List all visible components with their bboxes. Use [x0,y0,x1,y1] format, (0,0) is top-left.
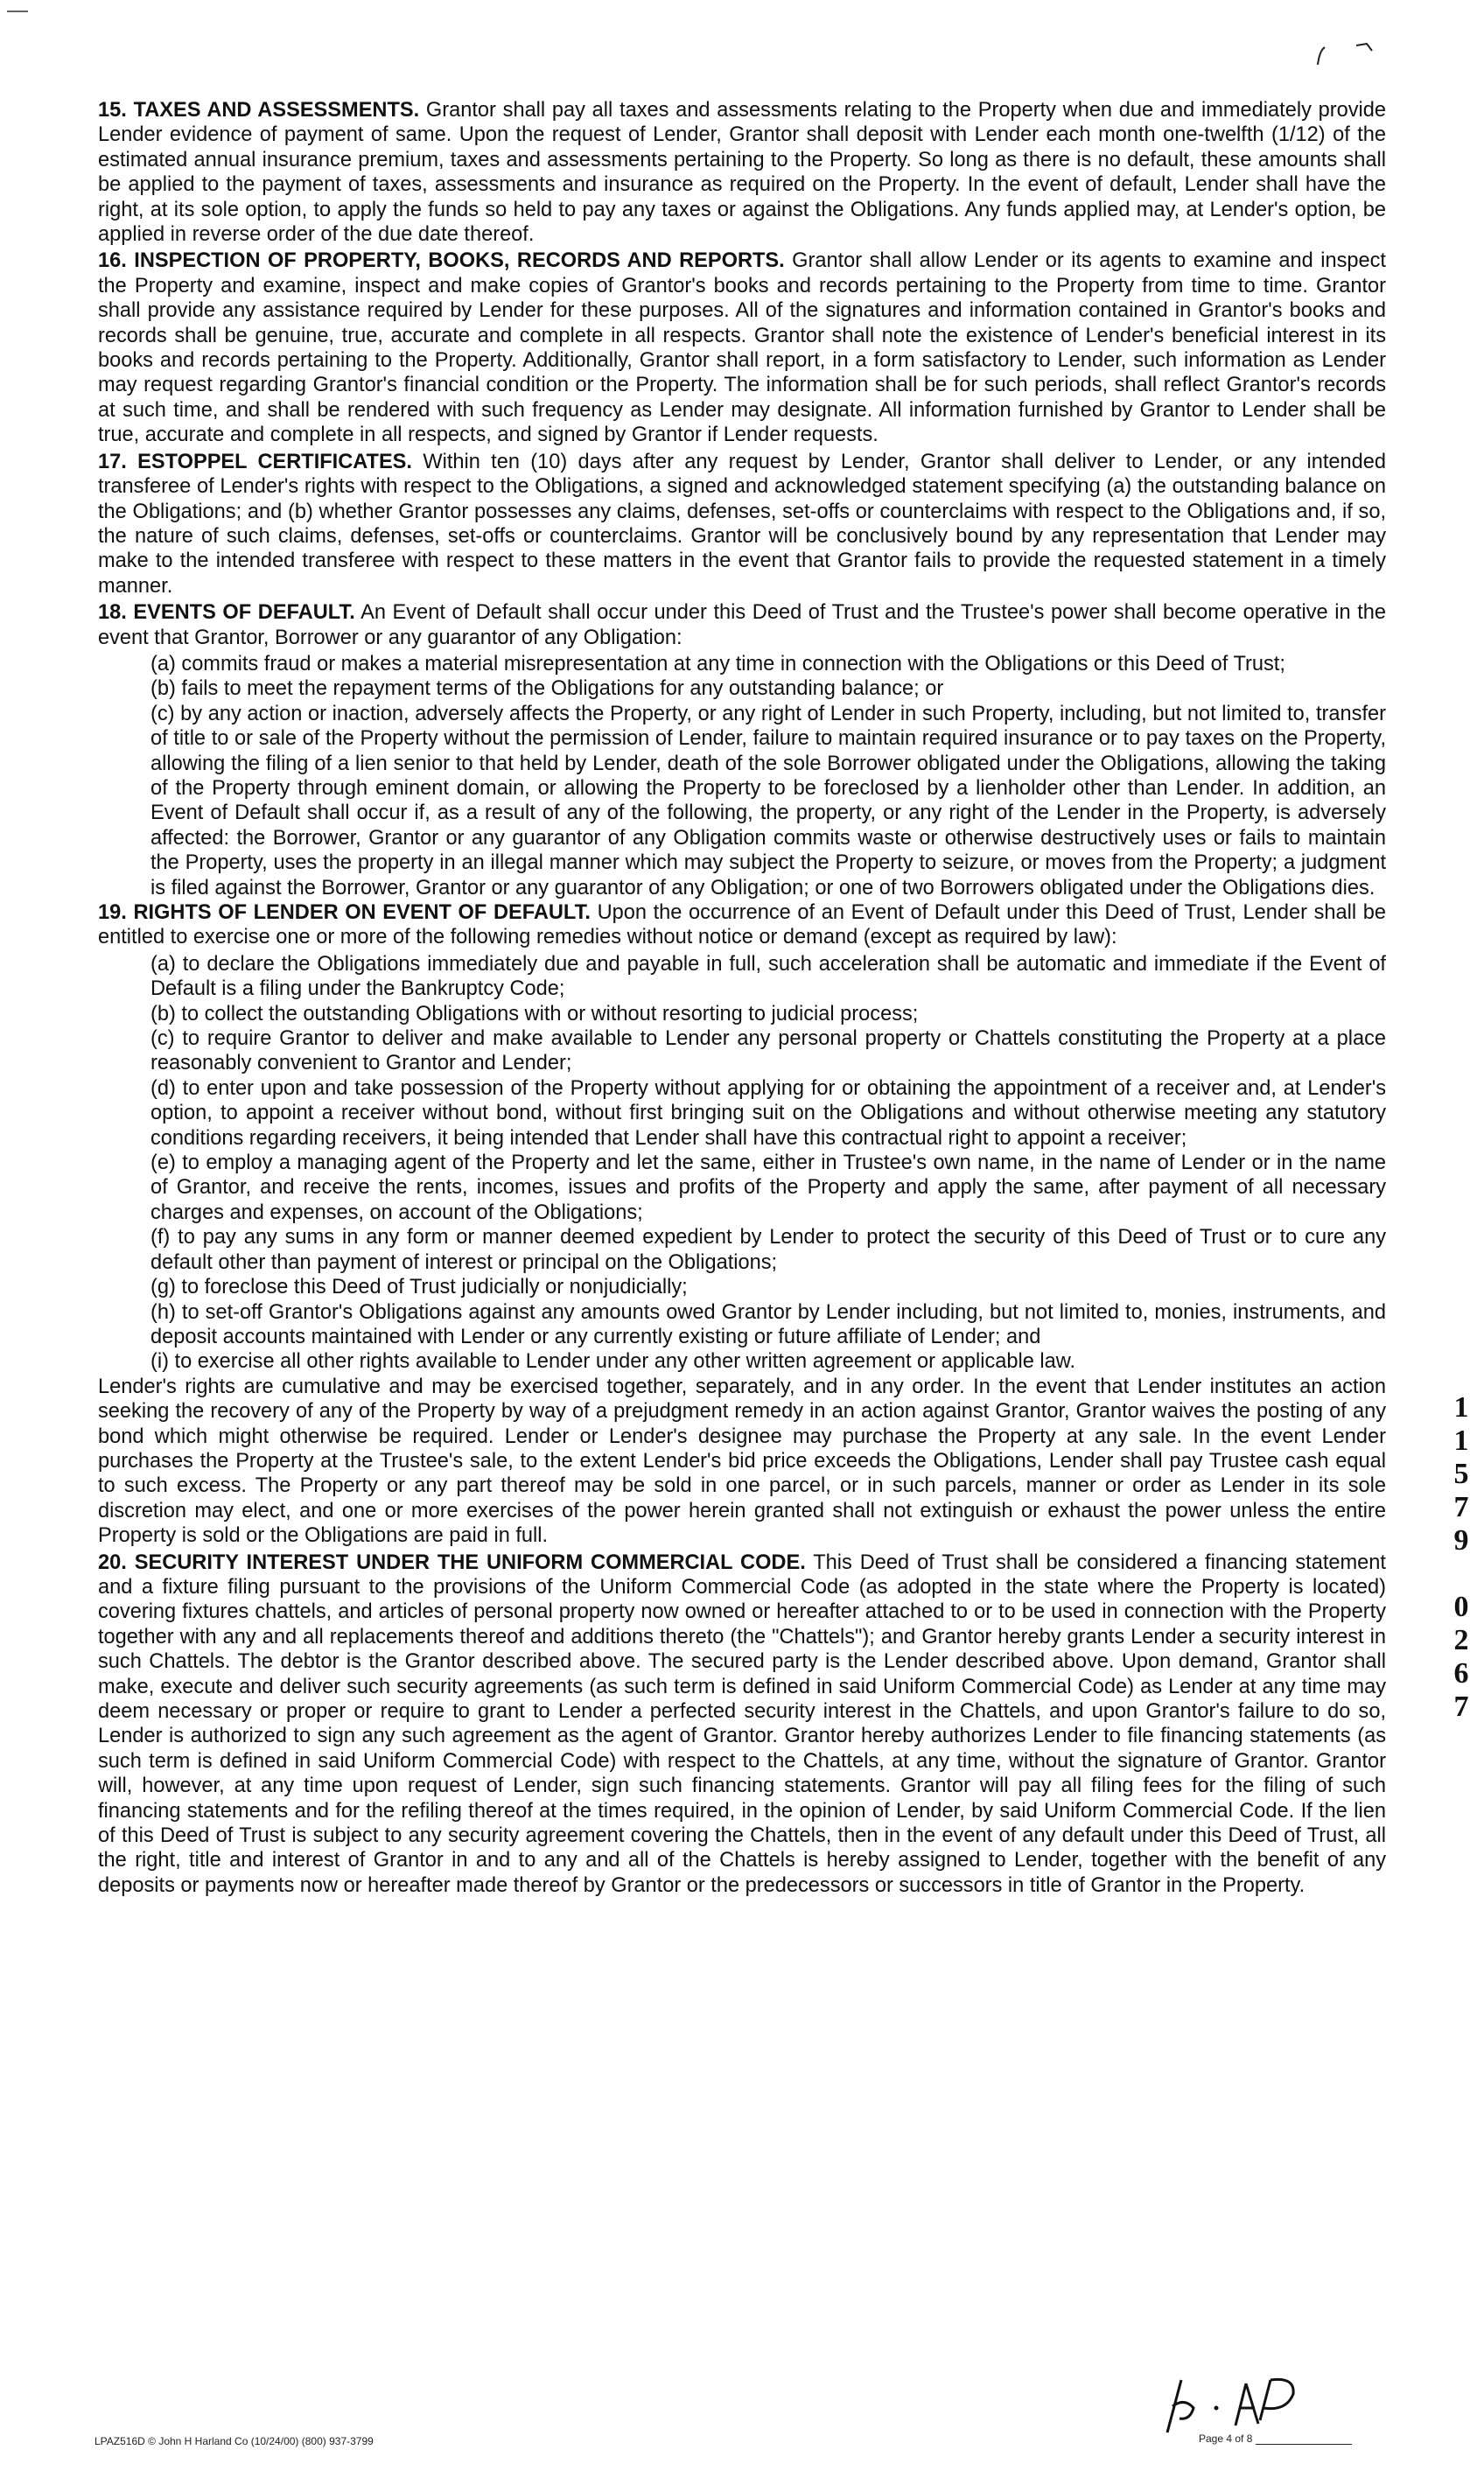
section-20-body: This Deed of Trust shall be considered a financing statement and a fixture filing pursuant to the provisions of the Uniform Commercial Code (as adopted in the state where the Property is located) covering fixtures chattels, and articles of personal property now owned or hereafter attached to or to be used in connection with the Property together with any and all replacements thereof and additions thereto (the "Chattels"); and Grantor hereby grants Lender a security interest in such Chattels. The debtor is the Grantor described above. The secured party is the Lender described above. Upon demand, Grantor shall make, execute and deliver such security agreements (as such term is defined in said Uniform Commercial Code) as Lender at any time may deem necessary or proper or require to grant to Lender a perfected security interest in the Chattels, and upon Grantor's failure to do so, Lender is authorized to sign any such agreement as the agent of Grantor. Grantor hereby authorizes Lender to file financing statements (as such term is defined in said Uniform Commercial Code) with respect to the Chattels, at any time, without the signature of Grantor. Grantor will, however, at any time upon request of Lender, sign such financing statements. Grantor will pay all filing fees for the filing of such financing statements and for the refiling thereof at the times required, in the opinion of Lender, by said Uniform Commercial Code. If the lien of this Deed of Trust is subject to any security agreement covering the Chattels, then in the event of any default under this Deed of Trust, all the right, title and interest of Grantor in and to any and all of the Chattels is hereby assigned to Lender, together with the benefit of any deposits or payments now or hereafter made thereof by Grantor or the predecessors or successors in title of Grantor in the Property. [98,1550,1386,1897]
section-19-item-f: (f) to pay any sums in any form or manner deemed expedient by Lender to protect the security of this Deed of Trust or to cure any default other than payment of interest or principal on the Obligations; [150,1226,1386,1274]
section-19-closing: Lender's rights are cumulative and may be exercised together, separately, and in any order. In the event that Lender institutes an action seeking the recovery of any of the Property by way of a prejudgment remedy in an action against Grantor, Grantor waives the posting of any bond which might otherwise be required. Lender or Lender's designee may purchase the Property at any sale. In the event Lender purchases the Property at the Trustee's sale, to the extent Lender's bid price exceeds the Obligations, Lender shall pay Trustee cash equal to such excess. The Property or any part thereof may be sold in one parcel, or in such parcels, manner or order as Lender in its sole discretion may elect, and one or more exercises of the power herein granted shall not extinguish or exhaust the power unless the entire Property is sold or the Obligations are paid in full. [98,1375,1386,1548]
section-18-number: 18. [98,601,127,625]
stamp-digit: 9 [1453,1524,1469,1557]
stamp-digit: 7 [1453,1690,1469,1723]
section-20-number: 20. [98,1550,127,1574]
section-20 [98,1550,1386,1899]
section-18-item-a: (a) commits fraud or makes a material misrepresentation at any time in connection with the Obligations or this Deed of Trust; [150,652,1285,676]
section-18 [98,600,1386,650]
section-15-number: 15. [98,99,127,122]
section-19-item-a: (a) to declare the Obligations immediately due and payable in full, such acceleration shall be automatic and immediate if the Event of Default is a filing under the Bankruptcy Code; [150,952,1386,1001]
top-dash-mark-icon [5,7,32,16]
stamp-digit: 5 [1453,1458,1469,1490]
section-19 [98,900,1386,950]
stamp-digit: 1 [1453,1424,1469,1457]
stamp-digit: 7 [1453,1491,1469,1523]
stamp-digit: 1 [1453,1391,1469,1424]
section-19-item-c: (c) to require Grantor to deliver and make available to Lender any personal property or Chattels constituting the Property at a place reasonably convenient to Grantor and Lender; [150,1027,1386,1075]
initials-line [1256,2444,1352,2445]
section-15-title: TAXES AND ASSESSMENTS. [133,99,420,122]
form-id-footer: LPAZ516D © John H Harland Co (10/24/00) (800) 937-3799 [94,2435,374,2447]
section-18-title: EVENTS OF DEFAULT. [133,601,355,625]
stamp-gap [1446,1558,1477,1591]
section-16-title: INSPECTION OF PROPERTY, BOOKS, RECORDS AND REPORTS. [134,249,785,273]
section-19-item-i: (i) to exercise all other rights available to Lender under any other written agreement or applicable law. [150,1350,1076,1374]
section-18-item-c: (c) by any action or inaction, adversely affects the Property, or any right of Lender in such Property, including, but not limited to, transfer of title to or sale of the Property without the permission of Lender, failure to maintain required insurance or to pay taxes on the Property, allowing the filing of a lien senior to that held by Lender, death of the sole Borrower obligated under the Obligations, allowing the taking of the Property through eminent domain, or allowing the Property to be foreclosed by a lienholder other than Lender. In addition, an Event of Default shall occur if, as a result of any of the following, the property, or any right of the Lender in the Property, is adversely affected: the Borrower, Grantor or any guarantor of any Obligation commits waste or otherwise destructively uses or fails to maintain the Property, uses the property in an illegal manner which may subject the Property to seizure, or moves from the Property; a judgment is filed against the Borrower, Grantor or any guarantor of any Obligation; or one of two Borrowers obligated under the Obligations dies. [150,702,1386,900]
section-19-title: RIGHTS OF LENDER ON EVENT OF DEFAULT. [133,901,591,924]
recording-number-stamp [1446,1391,1477,1724]
section-16-number: 16. [98,249,127,273]
section-17-number: 17. [98,450,127,473]
section-19-item-e: (e) to employ a managing agent of the Property and let the same, either in Trustee's own name, in the name of Lender or in the name of Grantor, and receive the rents, incomes, issues and profits of the Property and apply the same, after payment of all necessary charges and expenses, on account of the Obligations; [150,1152,1386,1224]
stamp-digit: 0 [1453,1591,1469,1623]
section-18-body: An Event of Default shall occur under this Deed of Trust and the Trustee's power shall become operative in the event that Grantor, Borrower or any guarantor of any Obligation: [98,601,1387,649]
stamp-digit: 2 [1453,1624,1469,1656]
section-20-title: SECURITY INTEREST UNDER THE UNIFORM COMMERCIAL CODE. [134,1550,806,1574]
section-16 [98,248,1386,447]
page-number-label: Page 4 of 8 [1199,2432,1253,2445]
document-body [98,98,1386,1900]
section-17 [98,450,1386,598]
section-19-body: Upon the occurrence of an Event of Default under this Deed of Trust, Lender shall be entitled to exercise one or more of the following remedies without notice or demand (except as required by law): [98,901,1387,949]
section-15-body: Grantor shall pay all taxes and assessments relating to the Property when due and immediately provide Lender evidence of payment of same. Upon the request of Lender, Grantor shall deposit with Lender each month one-twelfth (1/12) of the estimated annual insurance premium, taxes and assessments pertaining to the Property. So long as there is no default, these amounts shall be applied to the payment of taxes, assessments and insurance as required on the Property. In the event of default, Lender shall have the right, at its sole option, to apply the funds so held to pay any taxes or against the Obligations. Any funds applied may, at Lender's option, be applied in reverse order of the due date thereof. [98,99,1386,247]
page-number-footer [1199,2432,1352,2445]
section-15 [98,98,1386,247]
stamp-digit: 6 [1453,1657,1469,1690]
section-16-body: Grantor shall allow Lender or its agents to examine and inspect the Property and examine, inspect and make copies of Grantor's books and records pertaining to the Property from time to time. Grantor shall provide any assistance required by Lender for these purposes. All of the signatures and information contained in Grantor's books and records shall be genuine, true, accurate and complete in all respects. Grantor shall note the existence of Lender's beneficial interest in its books and records pertaining to the Property. Additionally, Grantor shall report, in a form satisfactory to Lender, such information as Lender may request regarding Grantor's financial condition or the Property. The information shall be for such periods, shall reflect Grantor's records at such time, and shall be rendered with such frequency as Lender may designate. All information furnished by Grantor to Lender shall be true, accurate and complete in all respects, and signed by Grantor if Lender requests. [98,249,1386,447]
section-17-body: Within ten (10) days after any request by Lender, Grantor shall deliver to Lender, or any intended transferee of Lender's rights with respect to the Obligations, a signed and acknowledged statement specifying (a) the outstanding balance on the Obligations; and (b) whether Grantor possesses any claims, defenses, set-offs or counterclaims with respect to the Obligations and, if so, the nature of such claims, defenses, set-offs or counterclaims. Grantor will be conclusively bound by any representation that Lender may make to the intended transferee with respect to these matters in the event that Grantor fails to provide the requested statement in a timely manner. [98,450,1387,598]
section-19-item-d: (d) to enter upon and take possession of the Property without applying for or obtaining the appointment of a receiver and, at Lender's option, to appoint a receiver without bond, without first bringing suit on the Obligations and without otherwise meeting any statutory conditions regarding receivers, it being intended that Lender shall have this contractual right to appoint a receiver; [150,1076,1386,1150]
section-18-item-b: (b) fails to meet the repayment terms of the Obligations for any outstanding balance; or [150,677,944,701]
section-19-item-h: (h) to set-off Grantor's Obligations against any amounts owed Grantor by Lender including, but not limited to, monies, instruments, and deposit accounts maintained with Lender or any currently existing or future affiliate of Lender; and [150,1300,1386,1348]
section-19-item-g: (g) to foreclose this Deed of Trust judicially or nonjudicially; [150,1276,688,1299]
section-19-number: 19. [98,901,127,924]
corner-mark-icon [1312,38,1382,74]
section-19-item-b: (b) to collect the outstanding Obligations with or without resorting to judicial process; [150,1002,919,1026]
section-17-title: ESTOPPEL CERTIFICATES. [137,450,412,473]
handwritten-initials-signature [1155,2362,1312,2441]
